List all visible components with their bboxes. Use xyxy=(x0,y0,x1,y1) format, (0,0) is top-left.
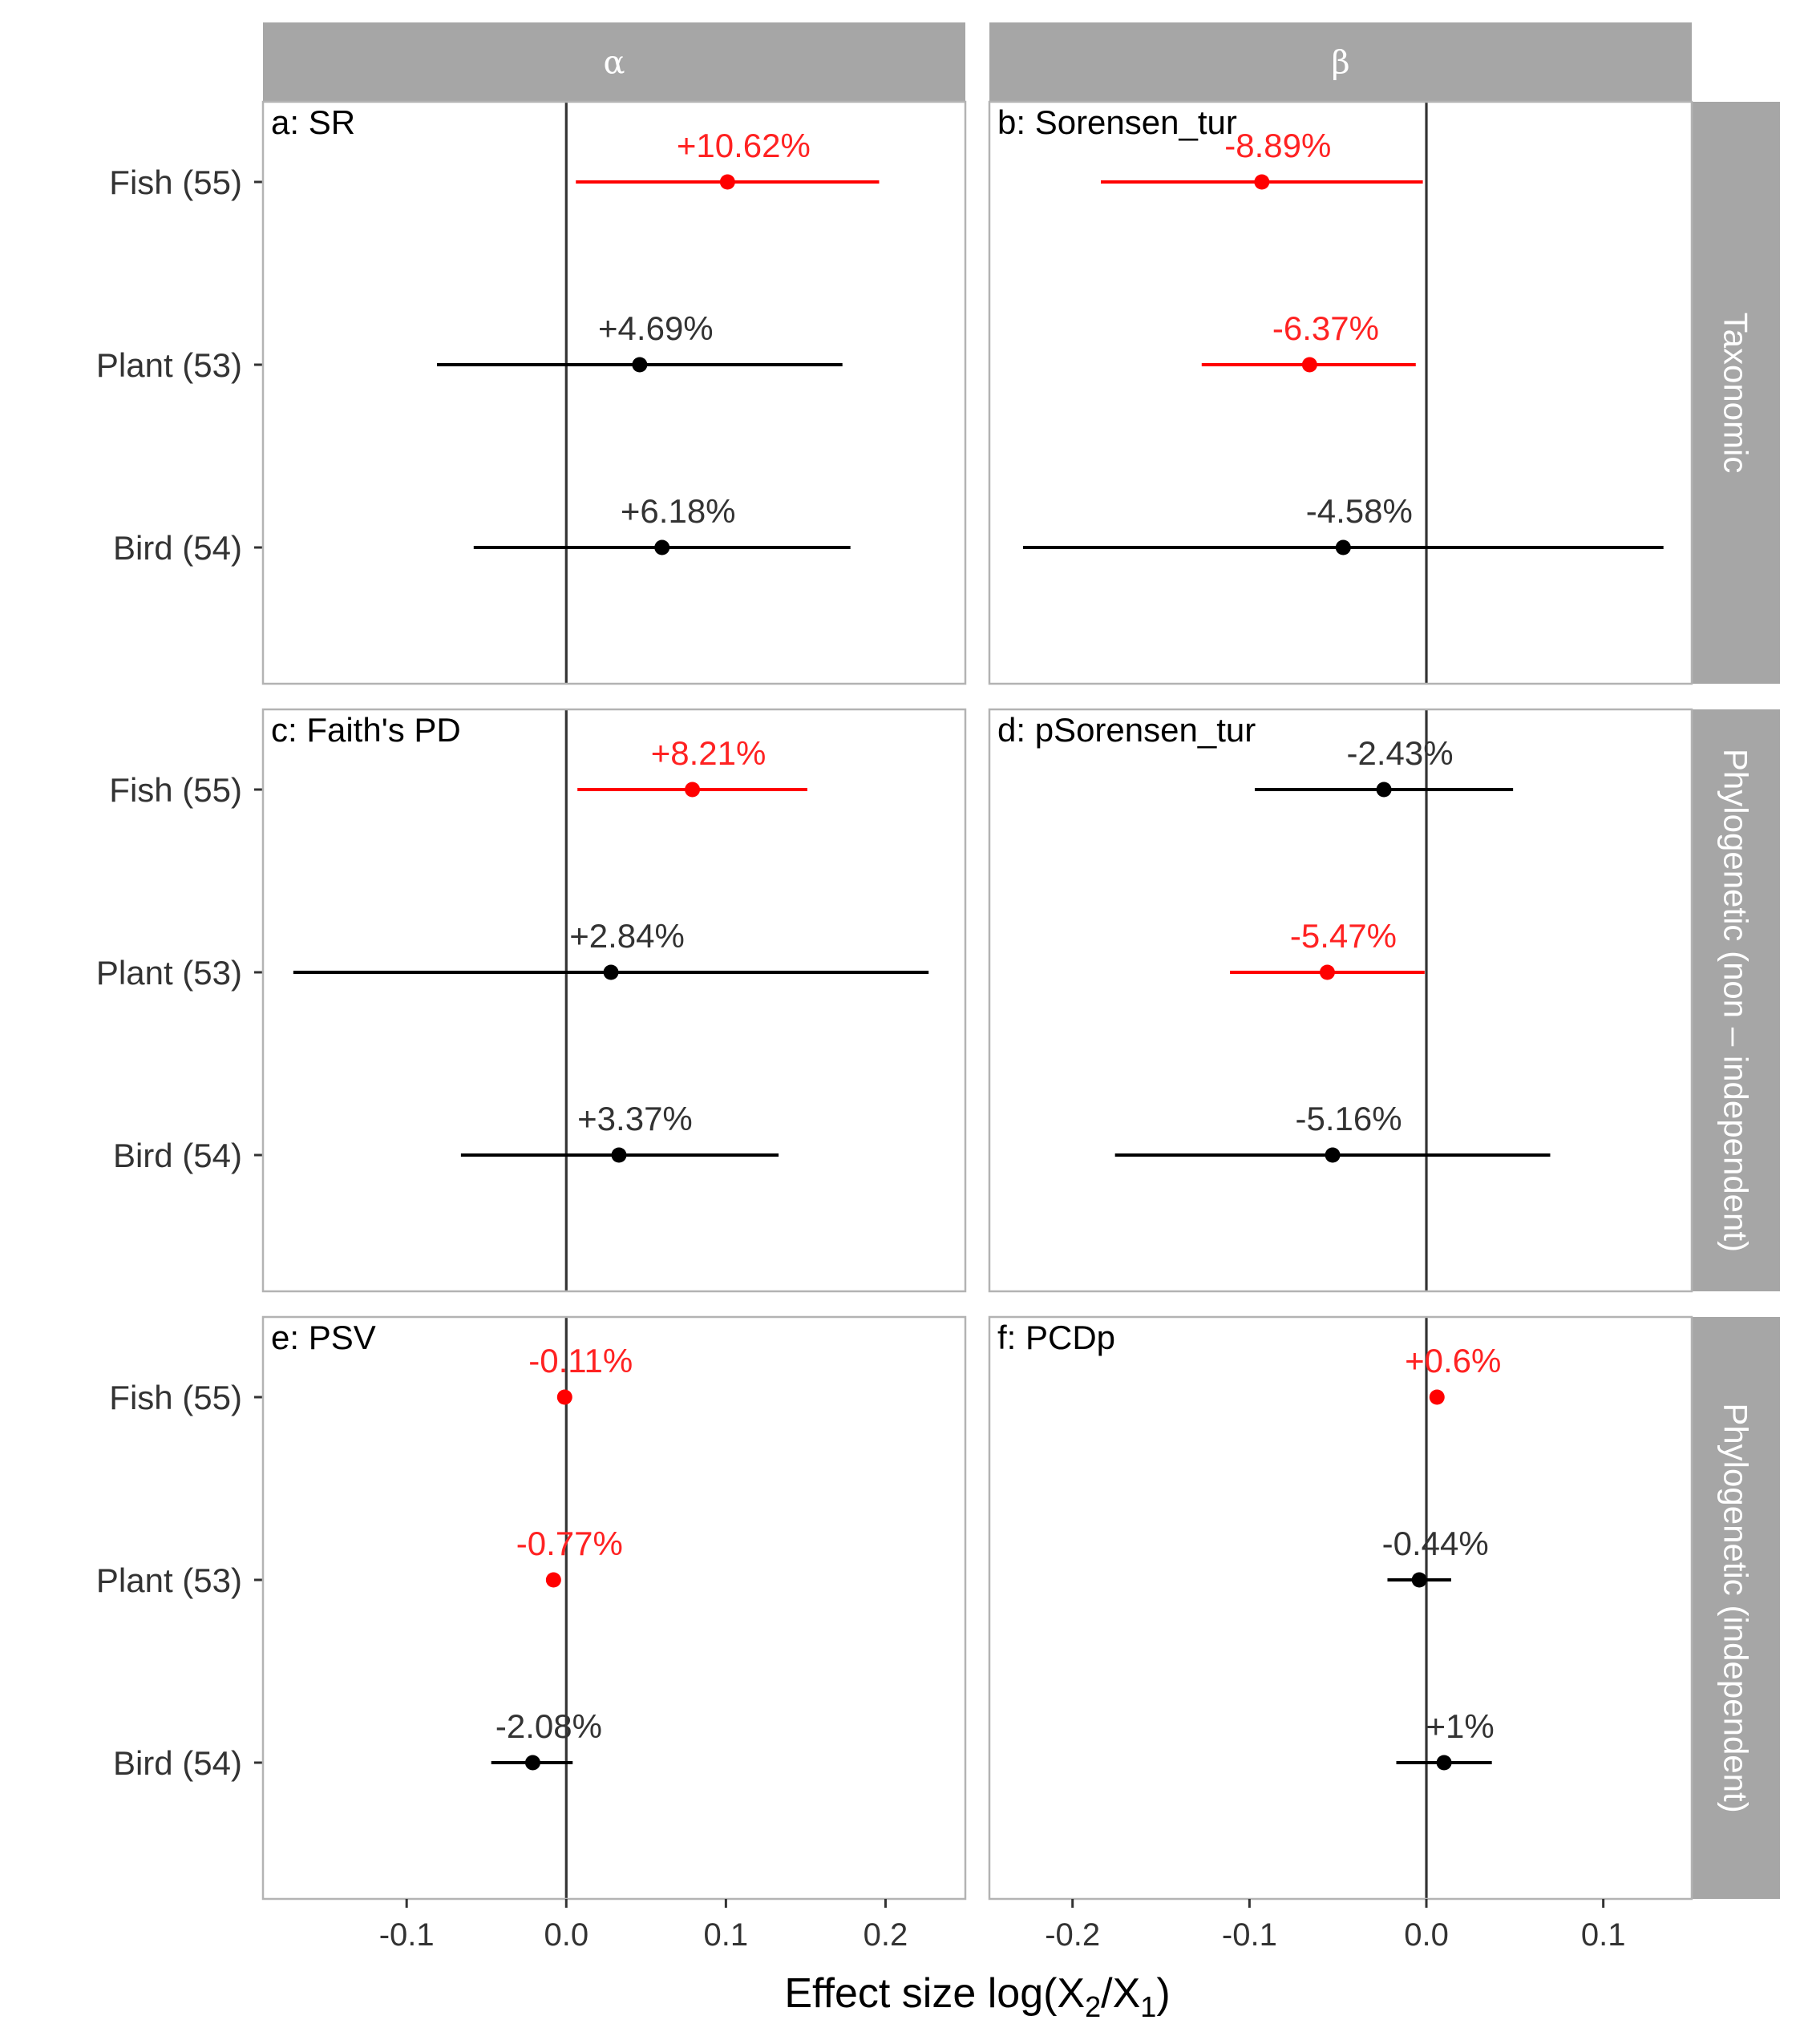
panel-title: d: pSorensen_tur xyxy=(997,711,1256,749)
estimate-point xyxy=(1437,1755,1452,1771)
x-tick-label: 0.0 xyxy=(1404,1917,1449,1953)
estimate-point xyxy=(1325,1148,1341,1163)
column-strip-label: β xyxy=(1331,44,1350,82)
x-tick-label: -0.2 xyxy=(1045,1917,1101,1953)
estimate-point xyxy=(611,1148,626,1163)
data-label: +2.84% xyxy=(569,917,685,955)
data-label: +10.62% xyxy=(676,127,811,164)
y-tick-label: Bird (54) xyxy=(112,1137,242,1174)
data-label: -0.77% xyxy=(516,1525,623,1562)
estimate-point xyxy=(525,1755,540,1771)
y-tick-label: Plant (53) xyxy=(95,954,242,992)
panel-border xyxy=(989,1317,1692,1899)
panel-2 xyxy=(989,102,1692,684)
x-axis-title-subscript: 1 xyxy=(1140,1990,1157,2023)
row-strip-label: Taxonomic xyxy=(1717,312,1755,474)
panel-border xyxy=(263,1317,965,1899)
estimate-point xyxy=(1430,1390,1445,1405)
estimate-point xyxy=(557,1390,572,1405)
panel-title: f: PCDp xyxy=(997,1319,1116,1356)
estimate-point xyxy=(1320,965,1335,980)
x-tick-label: -0.1 xyxy=(378,1917,435,1953)
x-tick-label: 0.2 xyxy=(863,1917,908,1953)
data-label: +3.37% xyxy=(577,1100,693,1137)
panel-title: b: Sorensen_tur xyxy=(997,103,1237,141)
estimate-point xyxy=(632,357,647,373)
estimate-point xyxy=(685,782,700,798)
column-strip-label: α xyxy=(603,44,625,82)
y-tick-label: Plant (53) xyxy=(95,1561,242,1599)
data-label: -2.43% xyxy=(1346,734,1454,772)
panel-border xyxy=(263,709,965,1291)
estimate-point xyxy=(720,175,735,190)
panel-1 xyxy=(263,102,965,684)
estimate-point xyxy=(1254,175,1269,190)
data-label: +1% xyxy=(1426,1707,1495,1745)
estimate-point xyxy=(604,965,619,980)
panel-title: a: SR xyxy=(271,103,356,141)
data-label: -0.11% xyxy=(528,1342,633,1379)
panel-5 xyxy=(263,1317,965,1899)
x-axis-title-part: ) xyxy=(1156,1970,1171,2017)
estimate-point xyxy=(1412,1573,1427,1588)
x-tick-label: 0.1 xyxy=(1580,1917,1626,1953)
y-tick-label: Bird (54) xyxy=(112,1744,242,1782)
x-axis-title xyxy=(784,1970,1170,2023)
row-strip-label: Phylogenetic (non – independent) xyxy=(1717,748,1755,1253)
y-tick-label: Bird (54) xyxy=(112,529,242,567)
estimate-point xyxy=(1336,540,1351,555)
panel-border xyxy=(989,102,1692,684)
estimate-point xyxy=(1377,782,1392,798)
data-label: -8.89% xyxy=(1224,127,1332,164)
x-tick-label: -0.1 xyxy=(1221,1917,1277,1953)
panel-border xyxy=(263,102,965,684)
panel-title: c: Faith's PD xyxy=(271,711,461,749)
estimate-point xyxy=(546,1573,561,1588)
x-axis-title-part: /X xyxy=(1101,1970,1141,2017)
data-label: -4.58% xyxy=(1305,492,1413,530)
data-label: -0.44% xyxy=(1381,1525,1489,1562)
y-tick-label: Fish (55) xyxy=(109,164,242,201)
data-label: +8.21% xyxy=(650,734,766,772)
x-tick-label: 0.0 xyxy=(544,1917,589,1953)
estimate-point xyxy=(1302,357,1317,373)
y-tick-label: Plant (53) xyxy=(95,346,242,384)
x-tick-label: 0.1 xyxy=(703,1917,749,1953)
data-label: -5.16% xyxy=(1295,1100,1402,1137)
data-label: +0.6% xyxy=(1405,1342,1502,1379)
panel-title: e: PSV xyxy=(271,1319,376,1356)
panel-3 xyxy=(263,709,965,1291)
panel-6 xyxy=(989,1317,1692,1899)
data-label: -2.08% xyxy=(495,1707,603,1745)
y-tick-label: Fish (55) xyxy=(109,771,242,809)
estimate-point xyxy=(654,540,669,555)
data-label: -6.37% xyxy=(1272,309,1379,347)
data-label: -5.47% xyxy=(1289,917,1397,955)
row-strip-label: Phylogenetic (independent) xyxy=(1717,1403,1755,1813)
panel-border xyxy=(989,709,1692,1291)
panel-4 xyxy=(989,709,1692,1291)
x-axis-title-subscript: 2 xyxy=(1085,1990,1102,2023)
data-label: +6.18% xyxy=(620,492,736,530)
data-label: +4.69% xyxy=(598,309,714,347)
y-tick-label: Fish (55) xyxy=(109,1379,242,1416)
x-axis-title-part: Effect size log(X xyxy=(784,1970,1086,2017)
